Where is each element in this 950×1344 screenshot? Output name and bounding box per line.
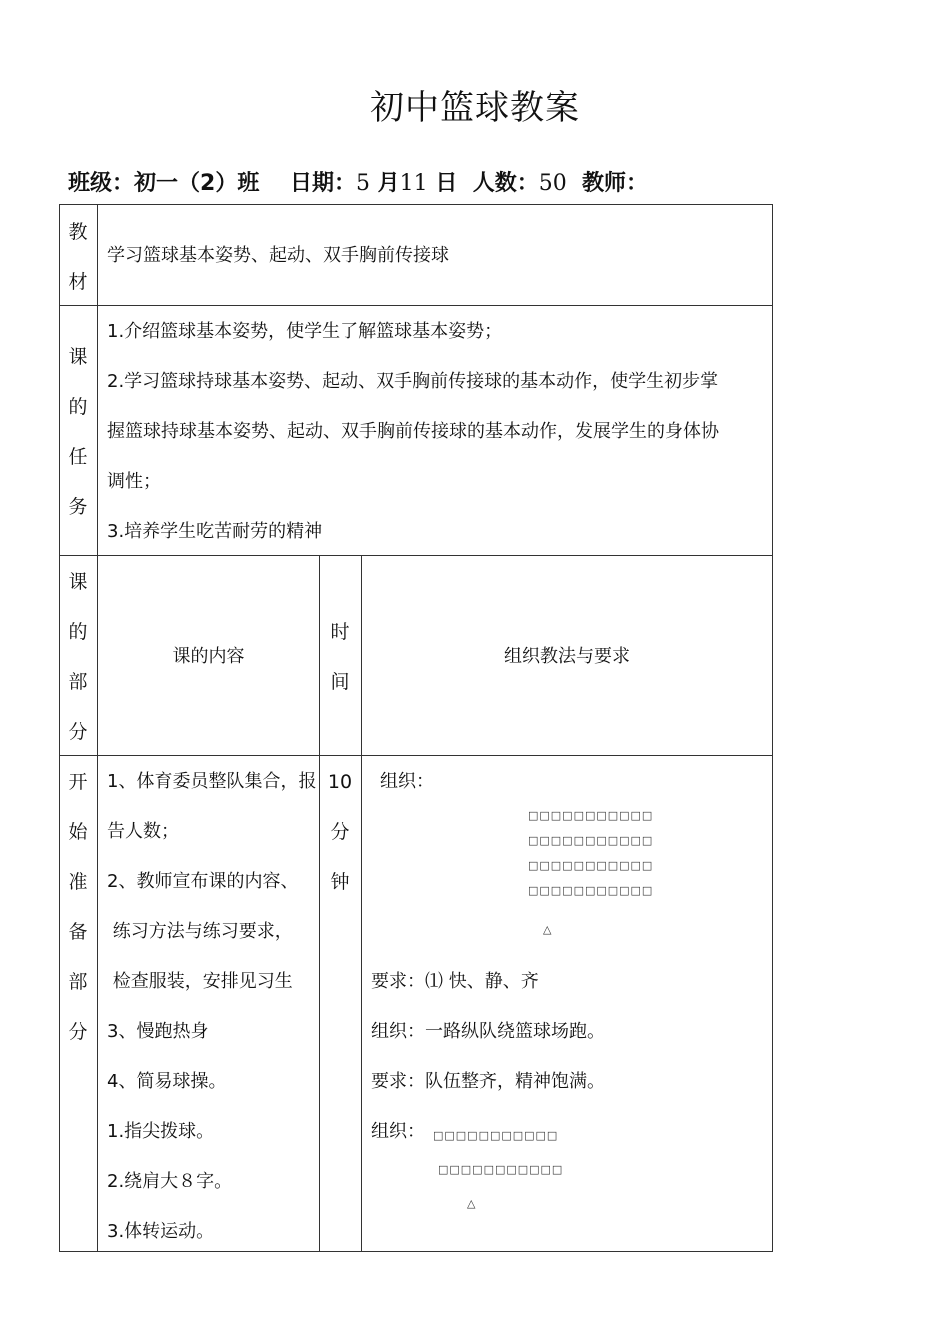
formation-diagram	[528, 803, 653, 903]
header-char: 的	[68, 396, 88, 418]
header-char: 分	[68, 1021, 88, 1043]
class-info-line	[68, 166, 648, 197]
class-value: 初一（2）班	[134, 171, 260, 196]
task-line: 握篮球持球基本姿势、起动、双手胸前传接球的基本动作，发展学生的身体协	[107, 421, 719, 442]
content-line: 4、简易球操。	[107, 1071, 227, 1092]
formation-row: □□□□□□□□□□□	[528, 859, 654, 872]
task-line: 3.培养学生吃苦耐劳的精神	[107, 521, 323, 542]
lesson-plan-table	[59, 204, 773, 1252]
header-char: 分	[68, 721, 88, 743]
requirement-1: 要求：⑴ 快、静、齐	[371, 971, 539, 992]
header-char: 任	[68, 446, 88, 468]
tasks-header	[60, 332, 96, 532]
teacher-marker: △	[543, 923, 552, 936]
header-char: 材	[68, 271, 88, 293]
org-label-3: 组织：	[371, 1121, 425, 1142]
content-line: 3.体转运动。	[107, 1221, 215, 1242]
header-char: 准	[68, 871, 88, 893]
content-line: 检查服装，安排见习生	[107, 971, 293, 992]
formation-row: □□□□□□□□□□□	[433, 1129, 559, 1142]
header-char: 务	[68, 496, 88, 518]
content-line: 告人数；	[107, 821, 179, 842]
materials-content: 学习篮球基本姿势、起动、双手胸前传接球	[107, 245, 449, 266]
formation-row: □□□□□□□□□□□	[438, 1163, 564, 1176]
column-divider	[97, 205, 98, 1251]
header-char: 始	[68, 821, 88, 843]
organization-2: 组织：一路纵队绕篮球场跑。	[371, 1021, 605, 1042]
header-char: 课	[68, 571, 88, 593]
class-label: 班级：	[68, 171, 135, 196]
column-divider	[319, 555, 320, 1251]
date-day-unit: 日	[435, 171, 458, 196]
time-char: 钟	[330, 871, 350, 893]
formation-diagram-2	[433, 1119, 563, 1187]
date-month-unit: 月	[377, 171, 400, 196]
start-time	[322, 757, 358, 907]
task-line: 1.介绍篮球基本姿势，使学生了解篮球基本姿势；	[107, 321, 503, 342]
content-column-header: 课的内容	[172, 646, 245, 667]
time-char: 10	[327, 771, 353, 793]
org-label: 组织：	[380, 771, 434, 792]
date-month: 5	[355, 171, 370, 196]
document-title: 初中篮球教案	[370, 88, 580, 128]
start-part-header	[60, 757, 96, 1057]
row-divider	[60, 755, 772, 756]
header-char: 部	[68, 971, 88, 993]
header-char: 的	[68, 621, 88, 643]
date-day: 11	[399, 171, 428, 196]
requirement-2: 要求：队伍整齐，精神饱满。	[371, 1071, 605, 1092]
method-column-header: 组织教法与要求	[504, 646, 630, 667]
teacher-marker: △	[467, 1197, 476, 1210]
header-char: 课	[68, 346, 88, 368]
content-line: 练习方法与练习要求，	[107, 921, 293, 942]
task-line: 调性；	[107, 471, 161, 492]
time-column-header	[322, 607, 358, 707]
content-line: 1.指尖拨球。	[107, 1121, 215, 1142]
header-char: 开	[68, 771, 88, 793]
content-line: 3、慢跑热身	[107, 1021, 209, 1042]
header-char: 间	[330, 671, 350, 693]
content-line: 1、体育委员整队集合，报	[107, 771, 317, 792]
formation-row: □□□□□□□□□□□	[528, 884, 654, 897]
task-line: 2.学习篮球持球基本姿势、起动、双手胸前传接球的基本动作，使学生初步掌	[107, 371, 719, 392]
formation-row: □□□□□□□□□□□	[528, 834, 654, 847]
content-line: 2.绕肩大８字。	[107, 1171, 233, 1192]
row-divider	[60, 305, 772, 306]
date-label: 日期：	[289, 171, 356, 196]
formation-row: □□□□□□□□□□□	[528, 809, 654, 822]
teacher-label: 教师：	[582, 171, 649, 196]
header-char: 备	[68, 921, 88, 943]
count-value: 50	[538, 171, 567, 196]
materials-header	[60, 207, 96, 307]
part-column-header	[60, 557, 96, 757]
time-char: 分	[330, 821, 350, 843]
header-char: 时	[330, 621, 350, 643]
content-line: 2、教师宣布课的内容、	[107, 871, 299, 892]
header-char: 教	[68, 221, 88, 243]
header-char: 部	[68, 671, 88, 693]
count-label: 人数：	[472, 171, 539, 196]
